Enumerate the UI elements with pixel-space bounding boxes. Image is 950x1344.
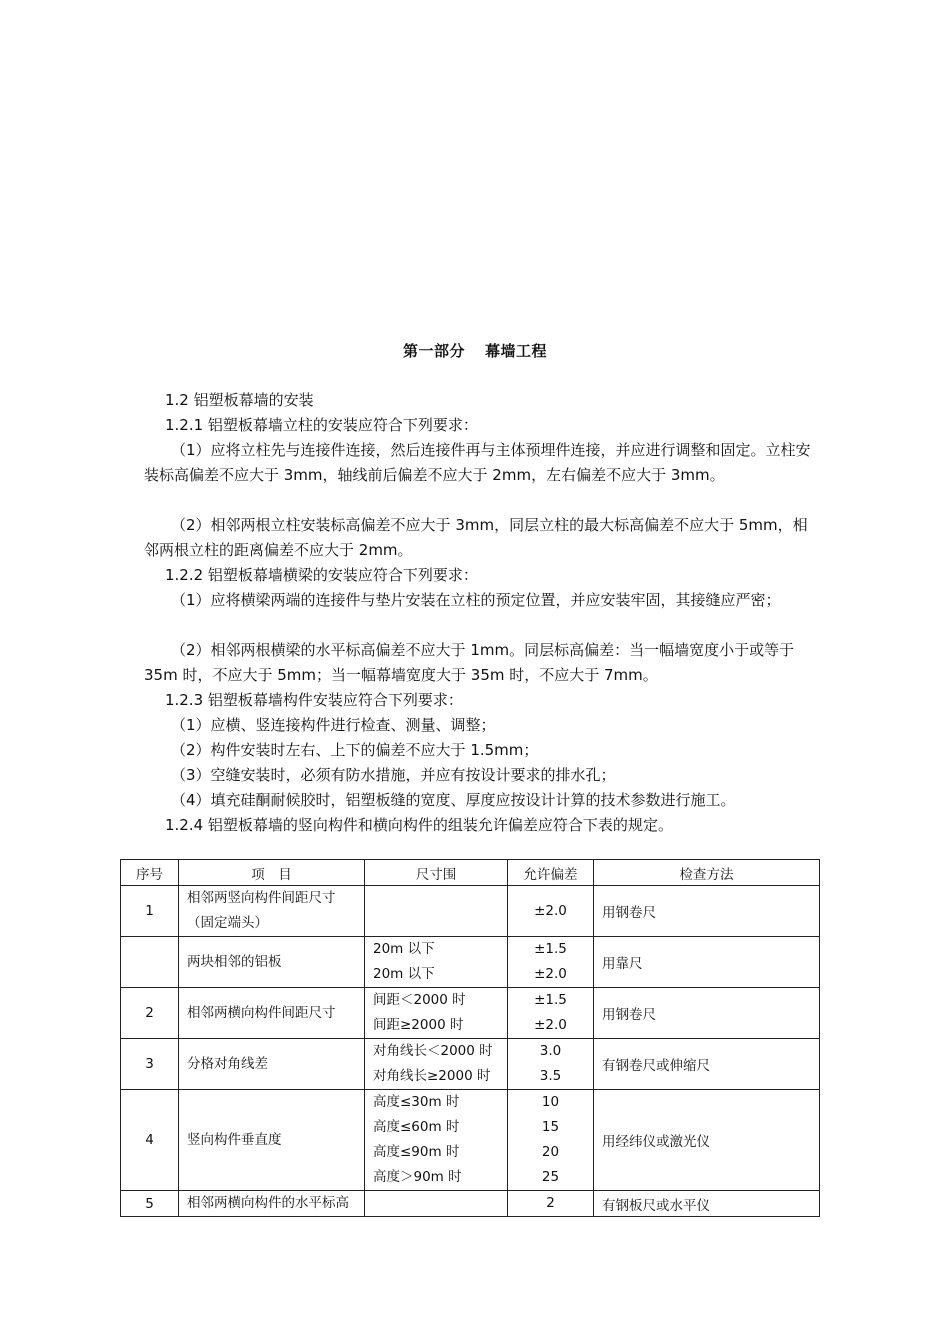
cell-line: 20m 以下 [373,941,435,957]
cell-line: （固定端头） [187,915,268,931]
cell-tolerance [508,937,594,988]
cell-line: 相邻两横向构件间距尺寸 [187,1004,336,1021]
title-part: 第一部分 [402,342,465,360]
cell-range [365,988,508,1039]
cell-num: 1 [121,886,179,937]
cell-range [365,1090,508,1191]
cell-method: 用钢卷尺 [594,886,820,937]
paragraph: （2）相邻两根横梁的水平标高偏差不应大于 1mm。同层标高偏差：当一幅墙宽度小于或等于 35m 时，不应大于 5mm；当一幅幕墙宽度大于 35m 时，不应大于 7mm。 [144,641,795,684]
cell-line: 3.5 [539,1068,562,1084]
cell-line: 高度≤30m 时 [373,1094,460,1110]
paragraph: （1）应横、竖连接构件进行检查、测量、调整； [171,716,496,734]
table-row [121,1090,820,1191]
paragraph: 1.2.3 铝塑板幕墙构件安装应符合下列要求： [165,691,463,709]
cell-line: ±2.0 [534,1017,567,1033]
paragraph: 1.2.2 铝塑板幕墙横梁的安装应符合下列要求： [165,566,478,584]
cell-num [121,937,179,988]
cell-line: ±2.0 [534,966,567,982]
table-row [121,937,820,988]
cell-range [365,1191,508,1217]
cell-line: 竖向构件垂直度 [187,1131,282,1148]
cell-line: 2 [546,1195,555,1211]
cell-method: 用经纬仪或激光仪 [594,1090,820,1191]
cell-line: 高度≤90m 时 [373,1144,460,1160]
header-method: 检查方法 [594,860,820,886]
cell-method: 有钢卷尺或伸缩尺 [594,1039,820,1090]
cell-line: 间距≥2000 时 [373,1017,464,1033]
cell-line: 分格对角线差 [187,1055,268,1072]
paragraph: （1）应将立柱先与连接件连接，然后连接件再与主体预埋件连接，并应进行调整和固定。立柱安装标高偏差不应大于 3mm，轴线前后偏差不应大于 2mm，左右偏差不应大于 3mm。 [144,441,811,484]
cell-tolerance [508,1090,594,1191]
cell-tolerance [508,1191,594,1217]
page-title [0,340,950,361]
cell-line: ±1.5 [534,941,567,957]
cell-method: 用靠尺 [594,937,820,988]
cell-line: 两块相邻的铝板 [187,953,282,970]
cell-line: 3.0 [539,1043,562,1059]
cell-line: 20 [541,1144,560,1160]
cell-tolerance [508,886,594,937]
cell-line: ±2.0 [534,902,567,919]
cell-line: 25 [541,1169,560,1185]
cell-line: 对角线长＜2000 时 [373,1043,493,1059]
cell-range [365,1039,508,1090]
header-num: 序号 [121,860,179,886]
cell-tolerance [508,988,594,1039]
cell-line: 高度≤60m 时 [373,1119,460,1135]
cell-line: 间距＜2000 时 [373,992,466,1008]
header-range: 尺寸围 [365,860,508,886]
cell-line: 10 [541,1094,560,1110]
paragraph: （3）空缝安装时，必须有防水措施，并应有按设计要求的排水孔； [171,766,616,784]
table-row [121,1039,820,1090]
cell-line: 15 [541,1119,560,1135]
table-row [121,886,820,937]
cell-line: ±1.5 [534,992,567,1008]
cell-line: 相邻两横向构件的水平标高 [187,1195,349,1211]
cell-method: 有钢板尺或水平仪 [594,1191,820,1217]
cell-item [179,988,365,1039]
paragraph: （4）填充硅酮耐候胶时，铝塑板缝的宽度、厚度应按设计计算的技术参数进行施工。 [171,791,736,809]
cell-num: 2 [121,988,179,1039]
paragraph: （1）应将横梁两端的连接件与垫片安装在立柱的预定位置，并应安装牢固，其接缝应严密； [171,591,781,609]
cell-tolerance [508,1039,594,1090]
table-row [121,988,820,1039]
table-header-row [121,860,820,886]
cell-num: 5 [121,1191,179,1217]
cell-line: 高度＞90m 时 [373,1169,462,1185]
cell-item [179,1191,365,1217]
cell-range [365,886,508,937]
cell-line: 相邻两竖向构件间距尺寸 [187,890,336,906]
cell-num: 3 [121,1039,179,1090]
header-item: 项 目 [179,860,365,886]
cell-line: 对角线长≥2000 时 [373,1068,491,1084]
table-row [121,1191,820,1217]
cell-item [179,1090,365,1191]
cell-item [179,937,365,988]
paragraph: 1.2.1 铝塑板幕墙立柱的安装应符合下列要求： [165,416,478,434]
cell-method: 用钢卷尺 [594,988,820,1039]
cell-line: 20m 以下 [373,966,435,982]
cell-range [365,937,508,988]
cell-item [179,1039,365,1090]
header-tolerance: 允许偏差 [508,860,594,886]
paragraph: （2）相邻两根立柱安装标高偏差不应大于 3mm，同层立柱的最大标高偏差不应大于 5mm，相邻两根立柱的距离偏差不应大于 2mm。 [144,516,808,559]
cell-num: 4 [121,1090,179,1191]
tolerance-table [120,859,820,1217]
paragraph: 1.2 铝塑板幕墙的安装 [165,391,314,409]
paragraph: （2）构件安装时左右、上下的偏差不应大于 1.5mm； [171,741,539,759]
cell-item [179,886,365,937]
paragraph: 1.2.4 铝塑板幕墙的竖向构件和横向构件的组装允许偏差应符合下表的规定。 [165,816,673,834]
title-name: 幕墙工程 [485,342,548,360]
